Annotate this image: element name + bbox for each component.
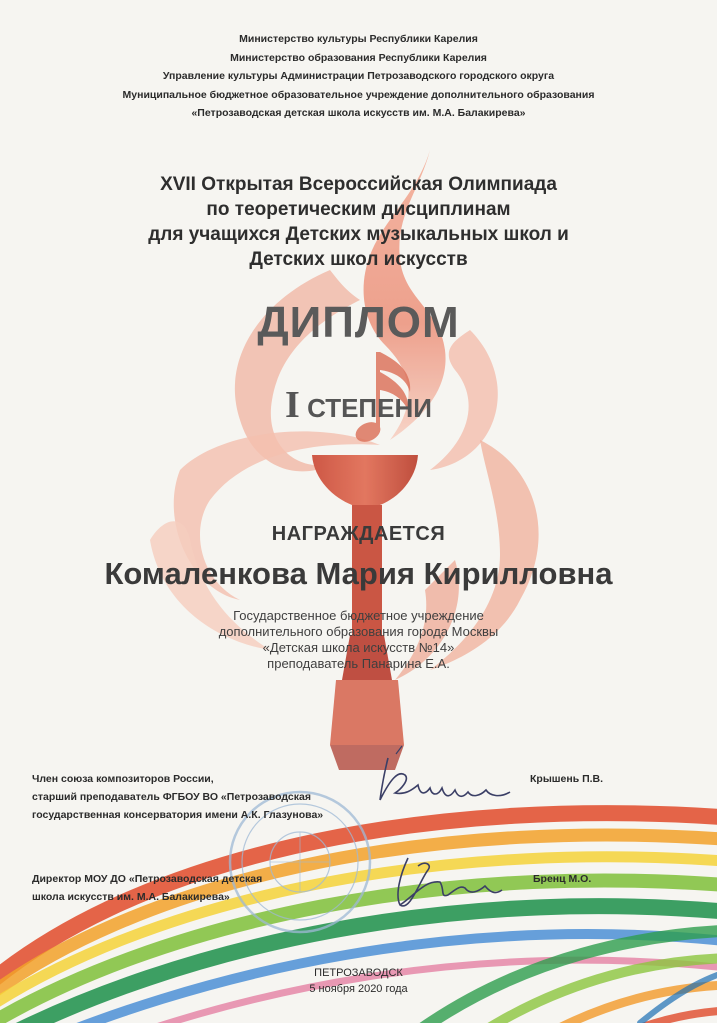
issue-date: 5 ноября 2020 года	[309, 983, 408, 995]
signatory-position-line: школа искусств им. М.А. Балакирева»	[32, 891, 230, 903]
header-line: Муниципальное бюджетное образовательное учреждение дополнительного образования	[122, 88, 595, 101]
institution-line: Государственное бюджетное учреждение	[233, 608, 484, 623]
degree-roman-numeral: I	[285, 384, 300, 426]
signatory-2-name: Бренц М.О.	[533, 873, 592, 885]
olympiad-title-line: для учащихся Детских музыкальных школ и	[148, 224, 569, 245]
awarded-label: НАГРАЖДАЕТСЯ	[271, 523, 446, 545]
olympiad-title	[0, 172, 717, 272]
olympiad-title-line: Детских школ искусств	[249, 249, 468, 270]
signatory-position-line: Член союза композиторов России,	[32, 773, 214, 785]
issue-city: ПЕТРОЗАВОДСК	[314, 967, 403, 979]
signatory-position-line: государственная консерватория имени А.К. Глазунова»	[32, 809, 324, 821]
institution-line: «Детская школа искусств №14»	[262, 640, 455, 655]
signatory-2-position	[32, 870, 262, 906]
recipient-name: Комаленкова Мария Кирилловна	[104, 556, 613, 591]
header-line: «Петрозаводская детская школа искусств им. М.А. Балакирева»	[191, 107, 526, 119]
signatory-position-line: Директор МОУ ДО «Петрозаводская детская	[32, 873, 263, 885]
issuing-organizations	[0, 30, 717, 123]
header-line: Министерство культуры Республики Карелия	[239, 33, 478, 45]
diploma-heading: ДИПЛОМ	[257, 298, 460, 347]
header-line: Министерство образования Республики Карелия	[230, 51, 487, 64]
diploma-degree	[0, 383, 717, 427]
institution-line: преподаватель Панарина Е.А.	[267, 656, 450, 671]
issue-place-date	[0, 965, 717, 997]
signatory-position-line: старший преподаватель ФГБОУ ВО «Петрозаводская	[32, 791, 311, 803]
header-line: Управление культуры Администрации Петрозаводского городского округа	[162, 70, 555, 82]
olympiad-title-line: XVII Открытая Всероссийская Олимпиада	[160, 174, 557, 195]
institution-line: дополнительного образования города Москвы	[218, 624, 499, 639]
recipient-institution	[0, 608, 717, 672]
signatory-1-position	[32, 770, 323, 824]
signatory-1-name: Крышень П.В.	[530, 773, 604, 785]
degree-word: СТЕПЕНИ	[307, 393, 432, 423]
olympiad-title-line: по теоретическим дисциплинам	[206, 199, 511, 220]
